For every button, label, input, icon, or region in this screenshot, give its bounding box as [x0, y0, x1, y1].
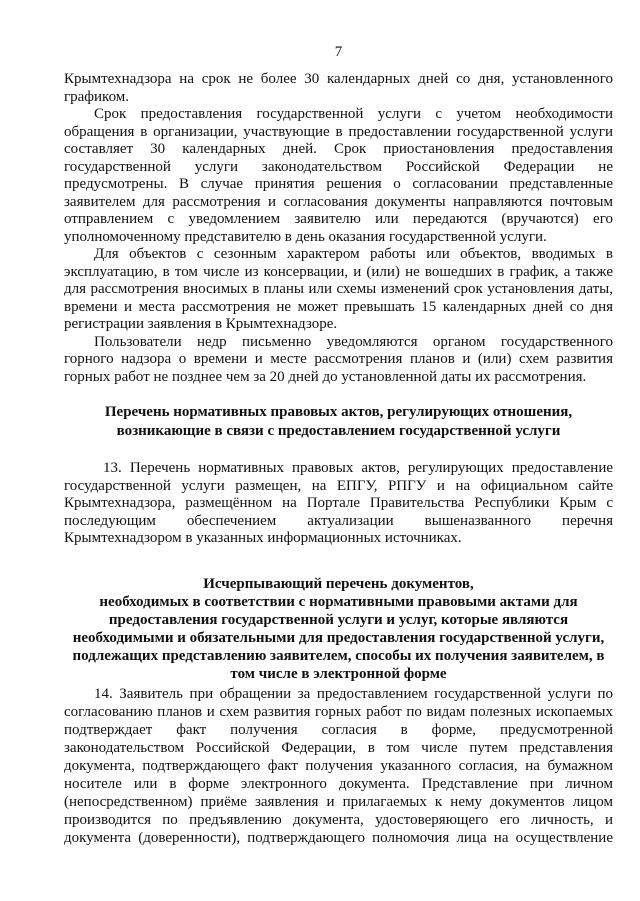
text-line: (непосредственном) приёме заявления и прилагаемых к нему документов лицом	[64, 794, 613, 810]
text-line: Для объектов с сезонным характером работы или объектов, вводимых в	[94, 246, 613, 262]
heading-line: возникающие в связи с предоставлением государственной услуги	[116, 423, 561, 439]
section-heading-legal-acts	[64, 403, 613, 441]
text-line: подтверждает факт получения согласия в форме, предусмотренной	[64, 722, 613, 738]
paragraph-deadline-continuation	[64, 71, 613, 106]
heading-line: Перечень нормативных правовых актов, регулирующих отношения,	[104, 404, 573, 420]
text-line: эксплуатацию, в том числе из консервации, и (или) не вошедших в график, а также	[64, 263, 613, 280]
text-line: документа, подтверждающего факт получения указанного согласия, на бумажном	[64, 758, 613, 774]
text-line: уполномоченному представителю в день оказания государственной услуги.	[64, 228, 547, 245]
text-line: последующим обеспечением актуализации вышеназванного перечня	[64, 512, 613, 529]
text-line: законодательством Российской Федерации, в том числе путем представления	[64, 740, 613, 756]
heading-line: предоставления государственной услуги и услуг, которые являются	[108, 612, 569, 628]
text-line: предусмотрены. В случае принятия решения о согласовании представленные	[64, 176, 613, 192]
text-line: Крымтехнадзором в указанных информационных источниках.	[64, 530, 462, 546]
paragraph-13-legal-acts-list	[64, 460, 613, 548]
text-line: 13. Перечень нормативных правовых актов, регулирующих предоставление	[103, 460, 613, 476]
text-line: отправлением с уведомлением заявителю или передаются (вручаются) его	[64, 211, 613, 227]
paragraph-seasonal-objects	[64, 246, 613, 334]
text-line: Крымтехнадзора, размещённом на Портале Правительства Республики Крым с	[64, 495, 613, 511]
heading-line: необходимыми и обязательными для предоставления государственной услуги,	[72, 630, 605, 646]
text-line: обращения в организации, участвующие в предоставлении государственной услуги	[64, 123, 613, 140]
paragraph-inspection-notification	[64, 334, 613, 387]
text-line: для рассмотрения вносимых в планы или схемы изменений срок установления даты,	[64, 281, 613, 297]
text-line: графиком.	[64, 88, 130, 105]
text-line: Крымтехнадзора на срок не более 30 календарных дней со дня, установленного	[64, 71, 613, 87]
text-line: Срок предоставления государственной услуги с учетом необходимости	[94, 106, 613, 122]
page-number: 7	[334, 44, 343, 60]
text-line: носителе или в форме электронного документа. Представление при личном	[64, 776, 613, 792]
text-section-top	[64, 71, 613, 386]
text-line: документа (доверенности), подтверждающего полномочия лица на осуществление	[64, 830, 613, 846]
heading-line: том числе в электронной форме	[230, 666, 447, 682]
text-line: Пользователи недр письменно уведомляются органом государственного	[94, 333, 613, 350]
paragraph-service-term	[64, 106, 613, 246]
text-line: согласованию планов и схем развития горных работ по видам полезных ископаемых	[64, 704, 613, 720]
text-line: времени и места рассмотрения не может превышать 15 календарных дней со дня	[64, 298, 613, 315]
text-line: заявителем для рассмотрения и согласования документы направляются почтовым	[64, 193, 613, 210]
heading-line: Исчерпывающий перечень документов,	[203, 576, 474, 592]
text-line: горного надзора о времени и месте рассмотрения планов и (или) схем развития	[64, 351, 613, 367]
text-line: государственной услуги законодательством Российской Федерации не	[64, 158, 613, 175]
text-line: регистрации заявления в Крымтехнадзоре.	[64, 316, 338, 332]
section-heading-required-documents	[64, 575, 613, 683]
paragraph-14-applicant-documents	[64, 685, 613, 847]
heading-line: необходимых в соответствии с нормативными правовыми актами для	[99, 594, 578, 610]
text-line: государственной услуги размещен, на ЕПГУ, РПГУ и на официальном сайте	[64, 477, 613, 494]
text-line: горных работ не позднее чем за 20 дней до установленной даты их рассмотрения.	[64, 368, 587, 385]
text-line: производится по предъявлению документа, удостоверяющего его личность, и	[64, 812, 613, 828]
text-line: 14. Заявитель при обращении за предоставлением государственной услуги по	[94, 686, 613, 702]
text-line: составляет 30 календарных дней. Срок приостановления предоставления	[64, 141, 613, 157]
heading-line: подлежащих представлению заявителем, способы их получения заявителем, в	[72, 648, 605, 664]
